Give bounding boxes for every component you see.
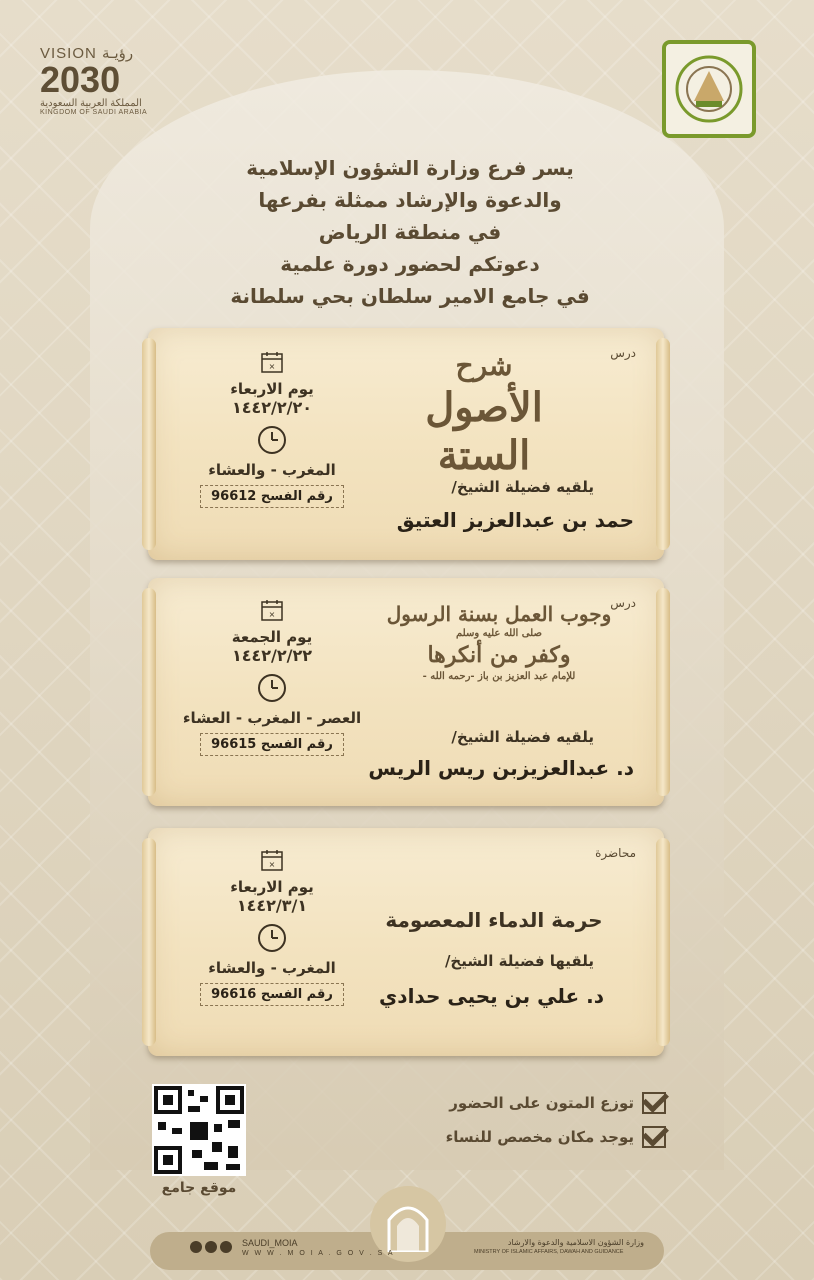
event-day: يوم الاربعاء	[230, 380, 314, 398]
notes-list	[446, 1092, 666, 1160]
speaker-label: يلقيه فضيلة الشيخ/	[451, 478, 594, 496]
website-url[interactable]: W W W . M O I A . G O V . S A	[242, 1250, 395, 1257]
calendar-icon	[260, 848, 284, 872]
clock-icon	[257, 923, 287, 953]
ministry-seal-icon	[662, 40, 756, 138]
event-time: المغرب - والعشاء	[208, 461, 336, 479]
event-schedule	[172, 598, 372, 756]
intro-line: في منطقة الرياض	[318, 220, 502, 244]
event-title: وجوب العمل بسنة الرسول صلى الله عليه وسلم وكفر من أنكرها للإمام عبد العزيز بن باز -رحمه الله -	[386, 602, 612, 682]
event-kind: درس	[610, 596, 636, 610]
event-card-3	[148, 828, 664, 1056]
svg-text:×: ×	[268, 362, 276, 371]
list-item: يوجد مكان مخصص للنساء	[446, 1126, 666, 1148]
speaker-name: د. عبدالعزيزبن ريس الريس	[368, 756, 634, 780]
event-schedule	[172, 350, 372, 508]
qr-code[interactable]	[152, 1084, 246, 1176]
vision-2030-logo: VISION رؤيـة 2030 المملكة العربية السعودية KINGDOM OF SAUDI ARABIA	[40, 45, 148, 116]
svg-text:×: ×	[268, 860, 276, 869]
permit-number: رقم الفسح 96616	[200, 983, 344, 1006]
event-card-1	[148, 328, 664, 560]
event-date: ١٤٤٢/٣/١	[236, 896, 308, 915]
checkbox-icon	[642, 1092, 666, 1114]
event-kind: درس	[610, 346, 636, 360]
event-day: يوم الاربعاء	[230, 878, 314, 896]
footer-contact	[190, 1238, 395, 1257]
clock-icon	[257, 425, 287, 455]
speaker-name: د. علي بن يحيى حدادي	[378, 984, 604, 1008]
intro-line: دعوتكم لحضور دورة علمية	[280, 252, 540, 276]
speaker-label: يلقيه فضيلة الشيخ/	[451, 728, 594, 746]
event-date: ١٤٤٢/٢/٢٢	[231, 646, 313, 665]
ministry-name-en: MINISTRY OF ISLAMIC AFFAIRS, DAWAH AND GUIDANCE	[474, 1249, 624, 1255]
social-handle[interactable]: SAUDI_MOIA	[242, 1238, 298, 1248]
event-kind: محاضرة	[595, 846, 636, 860]
event-time: المغرب - والعشاء	[208, 959, 336, 977]
speaker-name: حمد بن عبدالعزيز العتيق	[396, 508, 634, 532]
calendar-icon	[260, 598, 284, 622]
permit-number: رقم الفسح 96612	[200, 485, 344, 508]
event-day: يوم الجمعة	[231, 628, 313, 646]
permit-number: رقم الفسح 96615	[200, 733, 344, 756]
ministry-name-ar: وزارة الشؤون الاسلامية والدعوة والارشاد	[507, 1238, 644, 1247]
event-date: ١٤٤٢/٢/٢٠	[231, 398, 313, 417]
clock-icon	[257, 673, 287, 703]
qr-label: موقع جامع	[161, 1180, 237, 1196]
calendar-icon	[260, 350, 284, 374]
footer-ministry	[474, 1238, 644, 1255]
intro-line: والدعوة والإرشاد ممثلة بفرعها	[258, 188, 562, 212]
event-schedule	[172, 848, 372, 1006]
event-title: حرمة الدماء المعصومة	[385, 908, 603, 932]
checkbox-icon	[642, 1126, 666, 1148]
event-card-2	[148, 578, 664, 806]
list-item: توزع المتون على الحضور	[446, 1092, 666, 1114]
speaker-label: يلقيها فضيلة الشيخ/	[444, 952, 594, 970]
intro-line: يسر فرع وزارة الشؤون الإسلامية	[246, 156, 574, 180]
intro-text	[210, 152, 610, 312]
event-time: العصر - المغرب - العشاء	[182, 709, 362, 727]
svg-text:×: ×	[268, 610, 276, 619]
intro-line: في جامع الامير سلطان بحي سلطانة	[230, 284, 590, 308]
event-title: شرح الأصول الستة	[425, 349, 543, 479]
